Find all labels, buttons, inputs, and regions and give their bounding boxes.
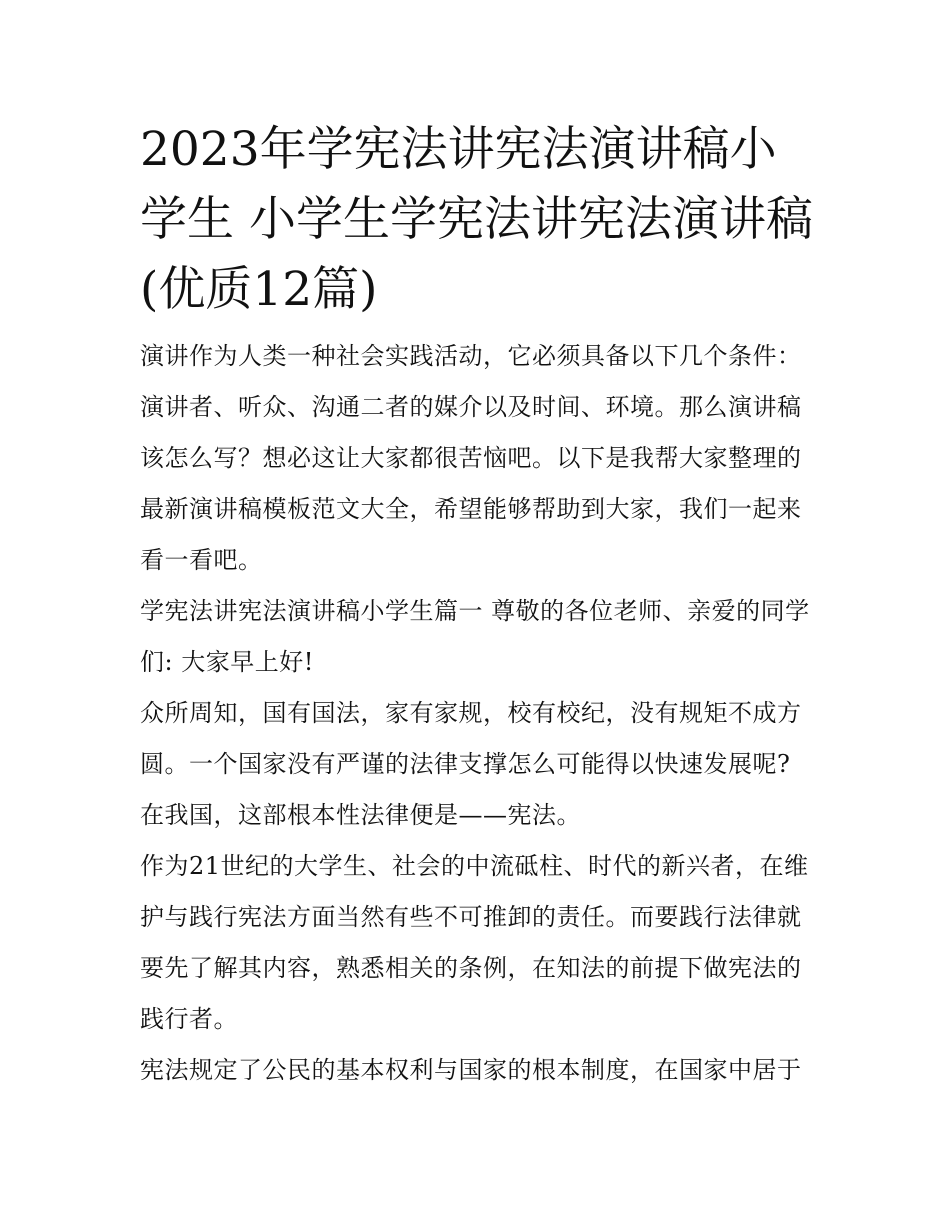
paragraph-rules: 众所周知，国有国法，家有家规，校有校纪，没有规矩不成方圆。一个国家没有严谨的法律支撑怎么可能得以快速发展呢? 在我国，这部根本性法律便是——宪法。: [140, 699, 802, 829]
paragraph-responsibility: 作为21世纪的大学生、社会的中流砥柱、时代的新兴者，在维护与践行宪法方面当然有些不可推卸的责任。而要践行法律就要先了解其内容，熟悉相关的条例，在知法的前提下做宪法的践行者。: [140, 852, 809, 1033]
paragraph-greeting: 学宪法讲宪法演讲稿小学生篇一 尊敬的各位老师、亲爱的同学们: 大家早上好!: [140, 597, 810, 676]
paragraph-intro: 演讲作为人类一种社会实践活动，它必须具备以下几个条件：演讲者、听众、沟通二者的媒介以及时间、环境。那么演讲稿该怎么写？想必这让大家都很苦恼吧。以下是我帮大家整理的最新演讲稿模板范文大全，希望能够帮助到大家，我们一起来看一看吧。: [140, 342, 802, 574]
paragraph-constitution: 宪法规定了公民的基本权利与国家的根本制度，在国家中居于: [140, 1056, 802, 1084]
document-title: 2023年学宪法讲宪法演讲稿小学生 小学生学宪法讲宪法演讲稿(优质12篇): [140, 122, 813, 317]
document-page: [140, 115, 815, 1096]
